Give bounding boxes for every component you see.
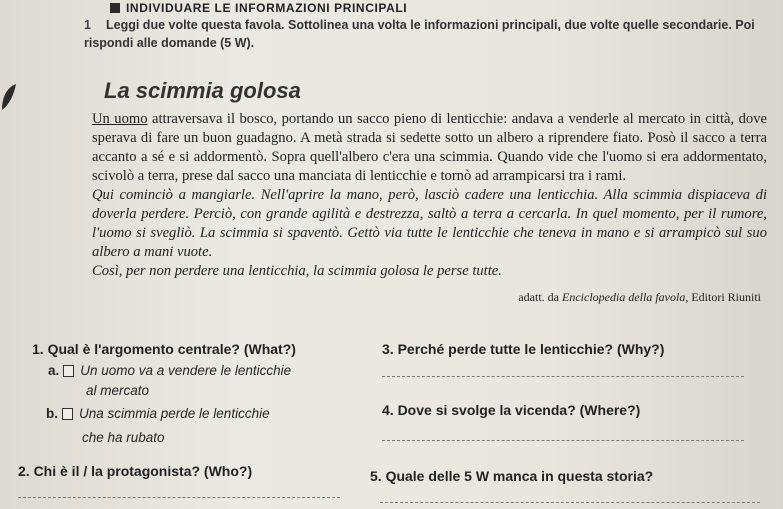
answer-option-a[interactable]: [48, 363, 291, 378]
option-a-checkbox[interactable]: [63, 365, 74, 377]
option-b-checkbox[interactable]: [62, 408, 73, 420]
section-marker-icon: [110, 3, 120, 13]
option-b-letter: b.: [46, 406, 58, 421]
story-source: adatt. da Enciclopedia della favola, Editori Riuniti: [518, 290, 761, 304]
leaf-icon: [0, 82, 18, 112]
answer-line-2[interactable]: [18, 497, 340, 498]
answer-line-5[interactable]: [380, 502, 760, 503]
story-paragraph-1: Un uomo attraversava il bosco, portando un sacco pieno di lenticchie: andava a venderle al mercato in città, dove sperava di fare un buon guadagno. A metà strada si sedette sotto un albero a riprendere fiato. Posò il sacco a terra accanto a sé e si addormentò. Sopra quell'albero c'era una scimmia. Quando vide che l'uomo si era addormentato, scivolò a terra, prese dal sacco una manciata di lenticchie e tornò ad arrampicarsi tra i rami.: [92, 111, 767, 184]
exercise-instruction: [84, 16, 774, 52]
story-text: [92, 110, 767, 281]
question-2: 2. Chi è il / la protagonista? (Who?): [18, 463, 253, 479]
option-a-text-continued: al mercato: [86, 383, 150, 398]
underlined-text: Un uomo: [92, 111, 148, 127]
option-b-text: Una scimmia perde le lenticchie: [79, 406, 270, 421]
option-b-text-continued: che ha rubato: [82, 430, 165, 445]
exercise-number: 1: [84, 18, 91, 32]
option-a-text: Un uomo va a vendere le lenticchie: [80, 363, 292, 378]
question-1: 1. Qual è l'argomento centrale? (What?): [32, 341, 296, 357]
exercise-instruction-text: Leggi due volte questa favola. Sottolinea una volta le informazioni principali, due volte quelle secondarie. Poi rispondi alle domande (5 W).: [84, 18, 755, 50]
option-a-letter: a.: [48, 363, 60, 378]
story-paragraph-2: Qui cominciò a mangiarle. Nell'aprire la mano, però, lasciò cadere una lenticchia. Alla scimmia dispiaceva di doverla perdere. Perciò, con grande agilità e destrezza, saltò a terra a cercarla. In quel momento, per il rumore, l'uomo si svegliò. La scimmia si spaventò. Gettò via tutte le lenticchie che teneva in mano e si arrampicò sul suo albero a mani vuote.: [92, 187, 767, 260]
answer-line-4[interactable]: [382, 440, 744, 441]
question-4: 4. Dove si svolge la vicenda? (Where?): [382, 402, 641, 418]
section-header: [110, 0, 470, 16]
story-title: La scimmia golosa: [104, 78, 301, 103]
section-title: INDIVIDUARE LE INFORMAZIONI PRINCIPALI: [126, 1, 408, 15]
source-work-title: Enciclopedia della favola: [562, 290, 686, 304]
question-3: 3. Perché perde tutte le lenticchie? (Why?): [382, 341, 665, 357]
question-5: 5. Quale delle 5 W manca in questa storia?: [370, 468, 654, 484]
answer-line-3[interactable]: [382, 376, 744, 377]
story-paragraph-3: Così, per non perdere una lenticchia, la scimmia golosa le perse tutte.: [92, 263, 502, 279]
answer-option-b[interactable]: [46, 406, 270, 421]
